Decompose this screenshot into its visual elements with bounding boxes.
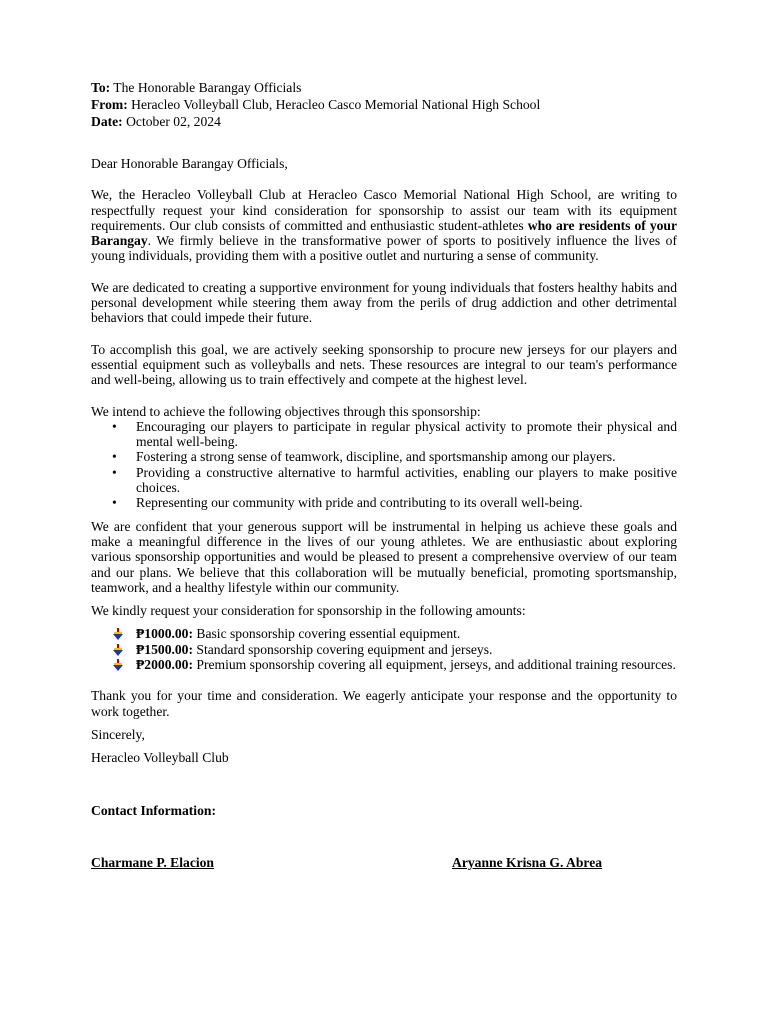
contact-heading: Contact Information: <box>91 802 216 818</box>
list-item <box>91 495 677 510</box>
signature: Heracleo Volleyball Club <box>91 750 229 766</box>
paragraph-mission: We are dedicated to creating a supportive environment for young individuals that fosters healthy habits and personal development while steering them away from the perils of drug addiction and other detrimental behaviors that could impede their future. <box>91 279 677 326</box>
to-label: To: <box>91 80 111 95</box>
list-item <box>91 419 677 450</box>
arrow-shaft-top <box>117 659 119 663</box>
arrow-down-bullet-icon <box>112 628 124 640</box>
salutation: Dear Honorable Barangay Officials, <box>91 156 288 171</box>
amount-description: Premium sponsorship covering all equipment, jerseys, and additional training resources. <box>193 657 676 673</box>
bullet-icon: • <box>112 495 117 511</box>
bullet-icon: • <box>112 418 117 434</box>
signoff: Sincerely, <box>91 726 145 742</box>
objective-text: Providing a constructive alternative to harmful activities, enabling our players to make positive choices. <box>136 464 677 496</box>
list-item <box>91 657 677 672</box>
contact-name-right: Aryanne Krisna G. Abrea <box>452 854 603 870</box>
list-item <box>91 642 677 657</box>
contact-names <box>91 855 677 873</box>
paragraph-request <box>91 187 677 263</box>
from-label: From: <box>91 97 128 112</box>
arrow-bar <box>114 648 122 650</box>
bullet-icon: • <box>112 464 117 480</box>
contact-name-left: Charmane P. Elacion <box>91 854 214 870</box>
list-item <box>91 626 677 641</box>
from-line <box>91 96 677 113</box>
letter <box>91 79 677 873</box>
to-value: The Honorable Barangay Officials <box>110 80 302 95</box>
amounts-intro: We kindly request your consideration for sponsorship in the following amounts: <box>91 603 526 619</box>
amounts-list <box>91 626 677 672</box>
from-value: Heracleo Volleyball Club, Heracleo Casco Memorial National High School <box>127 97 541 112</box>
objectives-intro: We intend to achieve the following objectives through this sponsorship: <box>91 403 481 419</box>
letter-header <box>91 79 677 130</box>
date-value: October 02, 2024 <box>122 114 221 129</box>
arrow-head <box>113 650 123 656</box>
paragraph-confidence: We are confident that your generous support will be instrumental in helping us achieve these goals and make a meaningful difference in the lives of our young athletes. We are enthusiastic about exploring various sponsorship opportunities and would be pleased to present a comprehensive overview of our team and our plans. We believe that this collaboration will be mutually beneficial, promoting sportsmanship, teamwork, and a healthy lifestyle within our community. <box>91 518 677 595</box>
bullet-icon: • <box>112 449 117 465</box>
to-line <box>91 79 677 96</box>
paragraph-request-start: We, the Heracleo Volleyball Club at Heracleo Casco Memorial National High School, are writing to respectfully request your kind consideration for sponsorship to assist our team with its equipment requirements. Our club consists of committed and enthusiastic student-athletes <box>91 187 677 233</box>
objective-text: Fostering a strong sense of teamwork, discipline, and sportsmanship among our players. <box>136 449 616 465</box>
paragraph-closing: Thank you for your time and consideration. We eagerly anticipate your response and the opportunity to work together. <box>91 688 677 719</box>
amount-value: ₱1500.00: <box>136 641 194 657</box>
paragraph-request-end: . We firmly believe in the transformative power of sports to positively influence the lives of young individuals, providing them with a positive outlet and nurturing a sense of community. <box>91 233 677 264</box>
amount-description: Standard sponsorship covering equipment and jerseys. <box>193 641 493 657</box>
arrow-shaft-top <box>117 628 119 632</box>
amount-value: ₱2000.00: <box>136 657 194 673</box>
arrow-head <box>113 634 123 640</box>
arrow-down-bullet-icon <box>112 659 124 671</box>
objective-text: Representing our community with pride and contributing to its overall well-being. <box>136 495 583 511</box>
paragraph-goal: To accomplish this goal, we are actively seeking sponsorship to procure new jerseys for our players and essential equipment such as volleyballs and nets. These resources are integral to our team's performance and well-being, allowing us to train effectively and compete at the highest level. <box>91 341 677 388</box>
amount-value: ₱1000.00: <box>136 626 194 642</box>
objective-text: Encouraging our players to participate in regular physical activity to promote their physical and mental well-being. <box>136 418 677 450</box>
list-item <box>91 449 677 464</box>
objectives-list <box>91 419 677 511</box>
arrow-bar <box>114 663 122 665</box>
arrow-head <box>113 665 123 671</box>
date-label: Date: <box>91 114 123 129</box>
date-line <box>91 113 677 130</box>
arrow-down-bullet-icon <box>112 644 124 656</box>
arrow-shaft-top <box>117 644 119 648</box>
arrow-bar <box>114 632 122 634</box>
list-item <box>91 465 677 496</box>
amount-description: Basic sponsorship covering essential equipment. <box>193 626 461 642</box>
paragraph-request-emphasis: who are residents of your Barangay <box>91 217 678 249</box>
